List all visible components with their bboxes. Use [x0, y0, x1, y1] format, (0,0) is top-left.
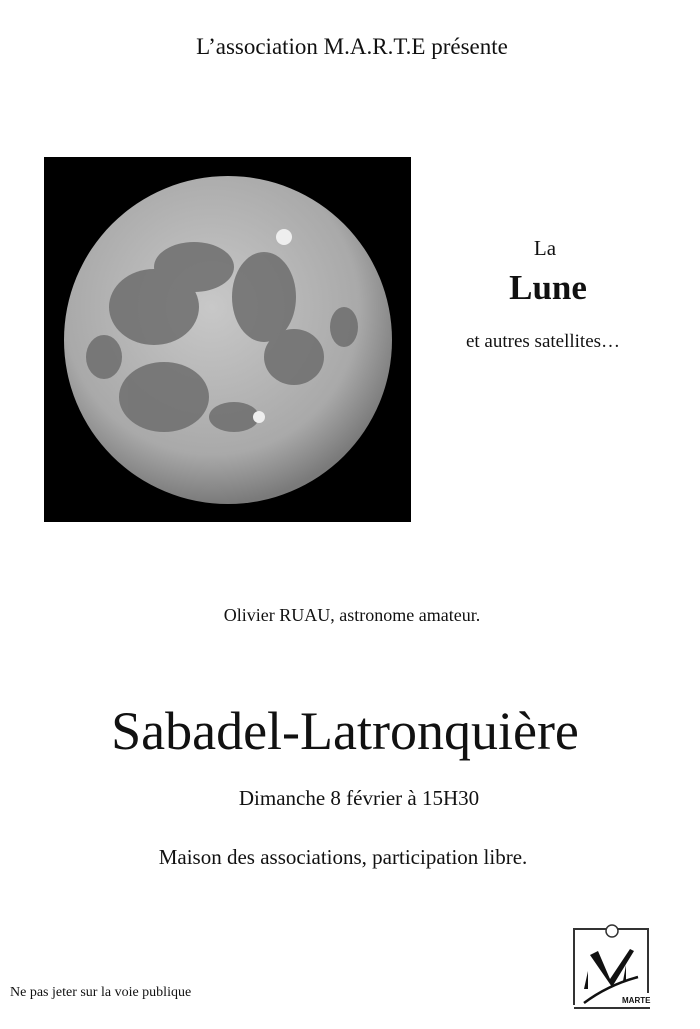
venue: Maison des associations, participation libre.	[158, 845, 528, 869]
header-text: L’association M.A.R.T.E présente	[196, 34, 508, 59]
speaker: Olivier RUAU, astronome amateur.	[223, 605, 481, 625]
title-pre: La	[533, 236, 557, 260]
footer-note: Ne pas jeter sur la voie publique	[10, 985, 192, 1000]
city: Sabadel-Latronquière	[111, 701, 579, 761]
moon-photo	[44, 157, 411, 522]
title-main: Lune	[509, 268, 587, 307]
marte-logo	[568, 915, 658, 1015]
event-date: Dimanche 8 février à 15H30	[238, 786, 480, 810]
svg-text:MARTE: MARTE	[622, 996, 651, 1005]
title-sub: et autres satellites…	[465, 331, 621, 352]
